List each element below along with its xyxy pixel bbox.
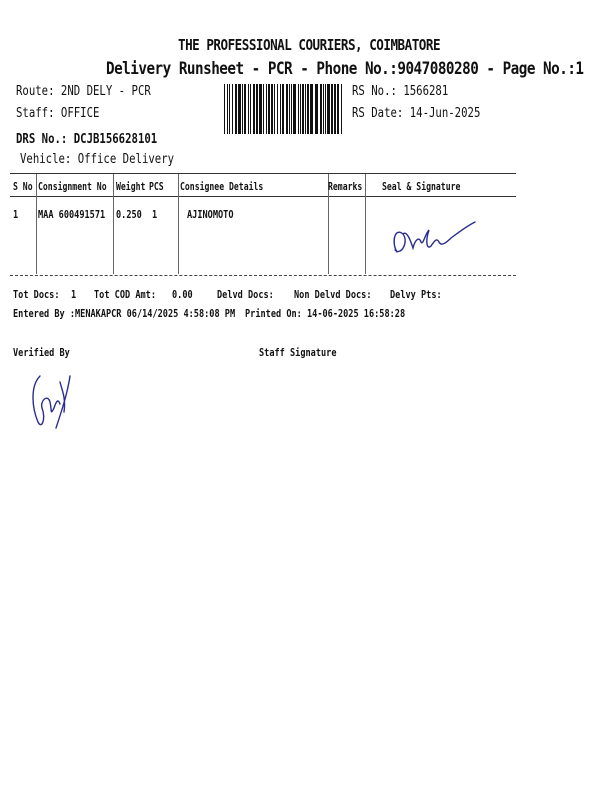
barcode-bar (307, 84, 309, 134)
row-pcs: 1 (152, 208, 158, 221)
verifier-signature (26, 368, 86, 432)
barcode-bar (274, 84, 275, 134)
row-sno: 1 (13, 208, 19, 221)
barcode-bar (305, 84, 306, 134)
barcode-bar (266, 84, 267, 134)
recipient-signature (385, 212, 480, 260)
barcode-bar (300, 84, 301, 134)
route-info: Route: 2ND DELY - PCR (16, 84, 151, 99)
barcode-bar (235, 84, 237, 134)
barcode-bar (331, 84, 333, 134)
tot-docs-value: 1 (71, 288, 77, 301)
staff-info: Staff: OFFICE (16, 106, 100, 121)
barcode-bar (286, 84, 288, 134)
header-weight: Weight (116, 180, 146, 193)
vehicle-info: Vehicle: Office Delivery (20, 152, 175, 167)
barcode-bar (248, 84, 249, 134)
barcode-bar (289, 84, 290, 134)
barcode-bar (229, 84, 230, 134)
row-consignment-no: MAA 600491571 (38, 208, 106, 221)
delvd-docs-label: Delvd Docs: (217, 288, 274, 301)
barcode-bar (337, 84, 339, 134)
barcode-bar (224, 84, 225, 134)
tot-cod-label: Tot COD Amt: (94, 288, 156, 301)
header-seal-signature: Seal & Signature (382, 180, 461, 193)
header-remarks: Remarks (328, 180, 363, 193)
runsheet-subtitle: Delivery Runsheet - PCR - Phone No.:9047080280 - Page No.:1 (106, 59, 584, 79)
row-weight: 0.250 (116, 208, 142, 221)
col-divider (178, 174, 179, 274)
barcode-bar (315, 84, 318, 134)
barcode-bar (268, 84, 270, 134)
barcode-bar (327, 84, 330, 134)
col-divider (36, 174, 37, 274)
barcode-bar (238, 84, 241, 134)
drs-number: DRS No.: DCJB156628101 (16, 132, 158, 147)
barcode-bar (253, 84, 255, 134)
barcode-bar (271, 84, 273, 134)
non-delvd-docs-label: Non Delvd Docs: (294, 288, 372, 301)
barcode-bar (227, 84, 228, 134)
tot-cod-value: 0.00 (172, 288, 193, 301)
printed-on: Printed On: 14-06-2025 16:58:28 (245, 307, 406, 320)
company-title: THE PROFESSIONAL COURIERS, COIMBATORE (178, 36, 441, 54)
barcode-bar (302, 84, 304, 134)
barcode-bar (244, 84, 246, 134)
table-top-rule (10, 173, 516, 174)
header-pcs: PCS (149, 180, 164, 193)
table-bottom-rule (10, 275, 516, 276)
barcode-bar (256, 84, 258, 134)
barcode-bar (282, 84, 284, 134)
rs-date: RS Date: 14-Jun-2025 (352, 106, 481, 121)
barcode-bar (242, 84, 243, 134)
header-sno: S No (13, 180, 33, 193)
row-consignee: AJINOMOTO (187, 208, 234, 221)
barcode-bar (232, 84, 233, 134)
barcode-bar (291, 84, 292, 134)
barcode-bar (341, 84, 342, 134)
barcode-bar (325, 84, 326, 134)
table-header-rule (10, 196, 516, 197)
barcode-bar (293, 84, 296, 134)
staff-signature-label: Staff Signature (259, 346, 337, 359)
barcode (224, 84, 342, 134)
barcode-bar (277, 84, 278, 134)
entered-by: Entered By :MENAKAPCR 06/14/2025 4:58:08 PM (13, 307, 236, 320)
delvy-pts-label: Delvy Pts: (390, 288, 442, 301)
barcode-bar (323, 84, 324, 134)
barcode-bar (320, 84, 322, 134)
barcode-bar (250, 84, 251, 134)
rs-number: RS No.: 1566281 (352, 84, 449, 99)
barcode-bar (263, 84, 264, 134)
col-divider (365, 174, 366, 274)
col-divider (113, 174, 114, 274)
barcode-bar (310, 84, 313, 134)
barcode-bar (259, 84, 262, 134)
barcode-bar (334, 84, 336, 134)
barcode-bar (298, 84, 299, 134)
header-consignment: Consignment No (38, 180, 107, 193)
tot-docs-label: Tot Docs: (13, 288, 60, 301)
header-consignee: Consignee Details (180, 180, 264, 193)
barcode-bar (280, 84, 281, 134)
verified-by-label: Verified By (13, 346, 70, 359)
